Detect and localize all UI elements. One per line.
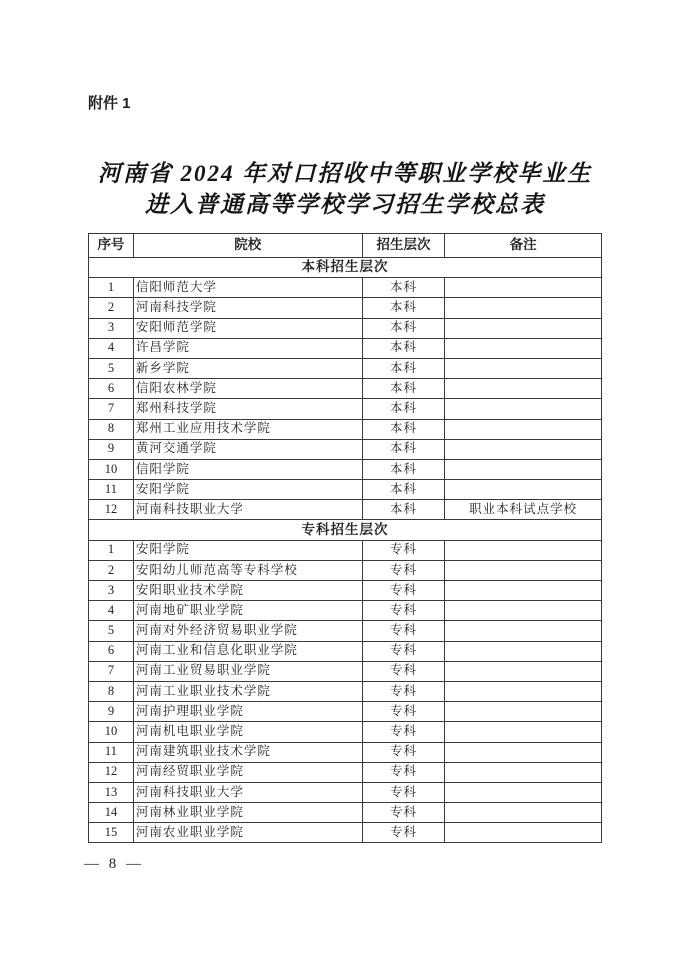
school-name: 安阳幼儿师范高等专科学校 <box>133 560 362 580</box>
row-number: 7 <box>89 399 134 419</box>
school-name: 河南经贸职业学院 <box>133 762 362 782</box>
row-number: 4 <box>89 338 134 358</box>
row-note <box>445 419 602 439</box>
school-name: 新乡学院 <box>133 358 362 378</box>
enrollment-level: 本科 <box>362 379 445 399</box>
section-header: 本科招生层次 <box>89 258 602 278</box>
school-name: 郑州科技学院 <box>133 399 362 419</box>
row-note <box>445 540 602 560</box>
enrollment-level: 本科 <box>362 298 445 318</box>
section-header: 专科招生层次 <box>89 520 602 540</box>
school-name: 河南建筑职业技术学院 <box>133 742 362 762</box>
table-row <box>89 338 602 358</box>
table-row <box>89 823 602 843</box>
school-name: 信阳学院 <box>133 459 362 479</box>
school-name: 河南工业和信息化职业学院 <box>133 641 362 661</box>
school-name: 河南科技学院 <box>133 298 362 318</box>
table-row <box>89 641 602 661</box>
column-header-no: 序号 <box>89 234 134 258</box>
row-note <box>445 803 602 823</box>
enrollment-level: 本科 <box>362 399 445 419</box>
document-title-line2: 进入普通高等学校学习招生学校总表 <box>145 192 545 217</box>
row-number: 5 <box>89 621 134 641</box>
row-note <box>445 318 602 338</box>
table-row <box>89 419 602 439</box>
row-number: 11 <box>89 742 134 762</box>
school-name: 河南地矿职业学院 <box>133 601 362 621</box>
section-header-row <box>89 258 602 278</box>
row-number: 12 <box>89 500 134 520</box>
row-note <box>445 702 602 722</box>
enrollment-schools-table <box>88 233 602 843</box>
enrollment-level: 专科 <box>362 722 445 742</box>
section-header-row <box>89 520 602 540</box>
column-header-school: 院校 <box>133 234 362 258</box>
row-note <box>445 742 602 762</box>
row-note <box>445 439 602 459</box>
table-row <box>89 480 602 500</box>
school-name: 河南工业贸易职业学院 <box>133 661 362 681</box>
row-number: 14 <box>89 803 134 823</box>
table-row <box>89 722 602 742</box>
enrollment-level: 专科 <box>362 540 445 560</box>
row-note <box>445 762 602 782</box>
row-note <box>445 358 602 378</box>
enrollment-level: 专科 <box>362 803 445 823</box>
enrollment-level: 专科 <box>362 823 445 843</box>
table-header-row <box>89 234 602 258</box>
row-note <box>445 298 602 318</box>
enrollment-level: 本科 <box>362 318 445 338</box>
enrollment-level: 专科 <box>362 641 445 661</box>
row-note <box>445 459 602 479</box>
row-note <box>445 399 602 419</box>
row-number: 5 <box>89 358 134 378</box>
row-number: 1 <box>89 540 134 560</box>
school-name: 安阳职业技术学院 <box>133 581 362 601</box>
row-note <box>445 278 602 298</box>
table-row <box>89 661 602 681</box>
row-note <box>445 621 602 641</box>
enrollment-level: 专科 <box>362 681 445 701</box>
row-note: 职业本科试点学校 <box>445 500 602 520</box>
row-note <box>445 722 602 742</box>
row-number: 3 <box>89 581 134 601</box>
enrollment-level: 专科 <box>362 702 445 722</box>
table-row <box>89 379 602 399</box>
row-note <box>445 661 602 681</box>
school-name: 黄河交通学院 <box>133 439 362 459</box>
enrollment-level: 专科 <box>362 601 445 621</box>
attachment-label: 附件 1 <box>88 95 131 112</box>
table-row <box>89 540 602 560</box>
row-note <box>445 601 602 621</box>
row-number: 10 <box>89 459 134 479</box>
document-title <box>40 158 650 220</box>
row-number: 7 <box>89 661 134 681</box>
table-row <box>89 500 602 520</box>
table-row <box>89 318 602 338</box>
row-note <box>445 823 602 843</box>
table-row <box>89 621 602 641</box>
row-number: 6 <box>89 379 134 399</box>
row-number: 13 <box>89 782 134 802</box>
enrollment-level: 专科 <box>362 782 445 802</box>
enrollment-level: 本科 <box>362 480 445 500</box>
school-name: 河南对外经济贸易职业学院 <box>133 621 362 641</box>
enrollment-level: 专科 <box>362 742 445 762</box>
row-number: 1 <box>89 278 134 298</box>
table-row <box>89 581 602 601</box>
enrollment-level: 专科 <box>362 621 445 641</box>
enrollment-level: 本科 <box>362 459 445 479</box>
row-number: 2 <box>89 560 134 580</box>
row-number: 3 <box>89 318 134 338</box>
school-name: 安阳学院 <box>133 540 362 560</box>
enrollment-level: 专科 <box>362 581 445 601</box>
table-row <box>89 459 602 479</box>
row-number: 4 <box>89 601 134 621</box>
enrollment-level: 本科 <box>362 358 445 378</box>
table-row <box>89 601 602 621</box>
school-name: 许昌学院 <box>133 338 362 358</box>
school-name: 河南护理职业学院 <box>133 702 362 722</box>
row-note <box>445 581 602 601</box>
document-title-line1: 河南省 2024 年对口招收中等职业学校毕业生 <box>97 161 593 186</box>
table-row <box>89 681 602 701</box>
table-row <box>89 358 602 378</box>
school-name: 安阳学院 <box>133 480 362 500</box>
page-number: — 8 — <box>84 856 144 872</box>
school-name: 河南科技职业大学 <box>133 500 362 520</box>
enrollment-level: 本科 <box>362 500 445 520</box>
row-note <box>445 560 602 580</box>
table-row <box>89 298 602 318</box>
table-row <box>89 560 602 580</box>
school-name: 安阳师范学院 <box>133 318 362 338</box>
row-number: 2 <box>89 298 134 318</box>
row-number: 15 <box>89 823 134 843</box>
enrollment-level: 本科 <box>362 439 445 459</box>
row-number: 9 <box>89 702 134 722</box>
table-row <box>89 278 602 298</box>
column-header-level: 招生层次 <box>362 234 445 258</box>
row-number: 8 <box>89 419 134 439</box>
table-body <box>89 258 602 843</box>
enrollment-level: 专科 <box>362 762 445 782</box>
row-note <box>445 480 602 500</box>
row-note <box>445 782 602 802</box>
row-note <box>445 641 602 661</box>
enrollment-level: 本科 <box>362 278 445 298</box>
school-name: 河南林业职业学院 <box>133 803 362 823</box>
table-row <box>89 702 602 722</box>
table-row <box>89 399 602 419</box>
row-note <box>445 338 602 358</box>
row-number: 8 <box>89 681 134 701</box>
enrollment-level: 本科 <box>362 338 445 358</box>
school-name: 信阳师范大学 <box>133 278 362 298</box>
row-number: 12 <box>89 762 134 782</box>
school-name: 河南机电职业学院 <box>133 722 362 742</box>
row-number: 9 <box>89 439 134 459</box>
table-row <box>89 742 602 762</box>
row-number: 11 <box>89 480 134 500</box>
enrollment-level: 专科 <box>362 661 445 681</box>
enrollment-level: 专科 <box>362 560 445 580</box>
column-header-note: 备注 <box>445 234 602 258</box>
table-row <box>89 803 602 823</box>
table-row <box>89 762 602 782</box>
school-name: 信阳农林学院 <box>133 379 362 399</box>
table-row <box>89 782 602 802</box>
row-number: 10 <box>89 722 134 742</box>
school-name: 河南工业职业技术学院 <box>133 681 362 701</box>
enrollment-level: 本科 <box>362 419 445 439</box>
table-row <box>89 439 602 459</box>
row-note <box>445 379 602 399</box>
row-number: 6 <box>89 641 134 661</box>
school-name: 河南科技职业大学 <box>133 782 362 802</box>
school-name: 河南农业职业学院 <box>133 823 362 843</box>
row-note <box>445 681 602 701</box>
school-name: 郑州工业应用技术学院 <box>133 419 362 439</box>
